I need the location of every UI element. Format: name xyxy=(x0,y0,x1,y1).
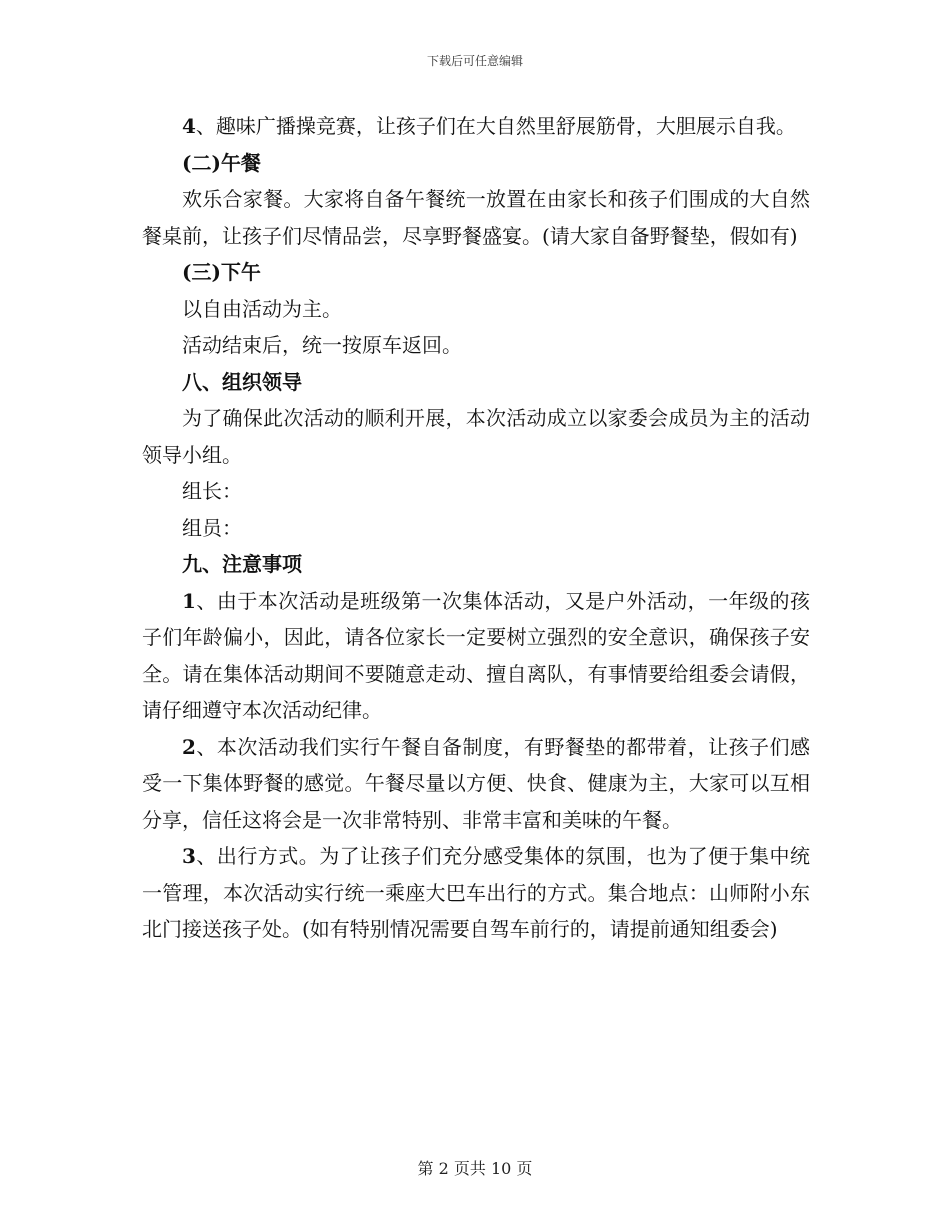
paragraph-note-1 xyxy=(142,583,810,729)
item-number: 1 xyxy=(182,588,196,613)
paragraph-note-2 xyxy=(142,729,810,839)
section-heading-afternoon: (三)下午 xyxy=(182,260,261,284)
page-footer: 第 2 页共 10 页 xyxy=(417,1159,533,1178)
item-number: 4 xyxy=(182,114,196,138)
paragraph-text: 、出行方式。为了让孩子们充分感受集体的氛围，也为了便于集中统一管理，本次活动实行统一乘座大巴车出行的方式。集合地点：山师附小东北门接送孩子处。(如有特别情况需要自驾车前行的，请提前通知组委会) xyxy=(142,844,810,941)
section-heading-lunch: (二)午餐 xyxy=(182,150,261,175)
paragraph-free-activity: 以自由活动为主。 xyxy=(182,296,342,321)
paragraph-text: 、由于本次活动是班级第一次集体活动，又是户外活动，一年级的孩子们年龄偏小，因此，请各位家长一定要树立强烈的安全意识，确保孩子安全。请在集体活动期间不要随意走动、擅自离队，有事情要给组委会请假，请仔细遵守本次活动纪律。 xyxy=(142,588,810,722)
paragraph-members: 组员： xyxy=(182,515,242,540)
document-body xyxy=(142,108,810,948)
paragraph-leader: 组长： xyxy=(182,479,242,503)
item-number: 2 xyxy=(182,734,196,759)
paragraph-item-4 xyxy=(142,108,810,145)
paragraph-organization: 为了确保此次活动的顺利开展，本次活动成立以家委会成员为主的活动领导小组。 xyxy=(142,406,810,467)
paragraph-lunch: 欢乐合家餐。大家将自备午餐统一放置在由家长和孩子们围成的大自然餐桌前，让孩子们尽情品尝，尽享野餐盛宴。(请大家自备野餐垫，假如有) xyxy=(142,187,810,248)
item-number: 3 xyxy=(182,844,196,868)
section-heading-notes: 九、注意事项 xyxy=(182,552,302,576)
page-header: 下载后可任意编辑 xyxy=(426,54,523,68)
paragraph-text: 、本次活动我们实行午餐自备制度，有野餐垫的都带着，让孩子们感受一下集体野餐的感觉。午餐尽量以方便、快食、健康为主，大家可以互相分享，信任这将会是一次非常特别、非常丰富和美味的午餐。 xyxy=(142,734,810,832)
section-heading-organization: 八、组织领导 xyxy=(182,369,302,394)
paragraph-text: 、趣味广播操竞赛，让孩子们在大自然里舒展筋骨，大胆展示自我。 xyxy=(195,114,796,138)
paragraph-return: 活动结束后，统一按原车返回。 xyxy=(182,333,462,357)
paragraph-note-3 xyxy=(142,838,810,948)
